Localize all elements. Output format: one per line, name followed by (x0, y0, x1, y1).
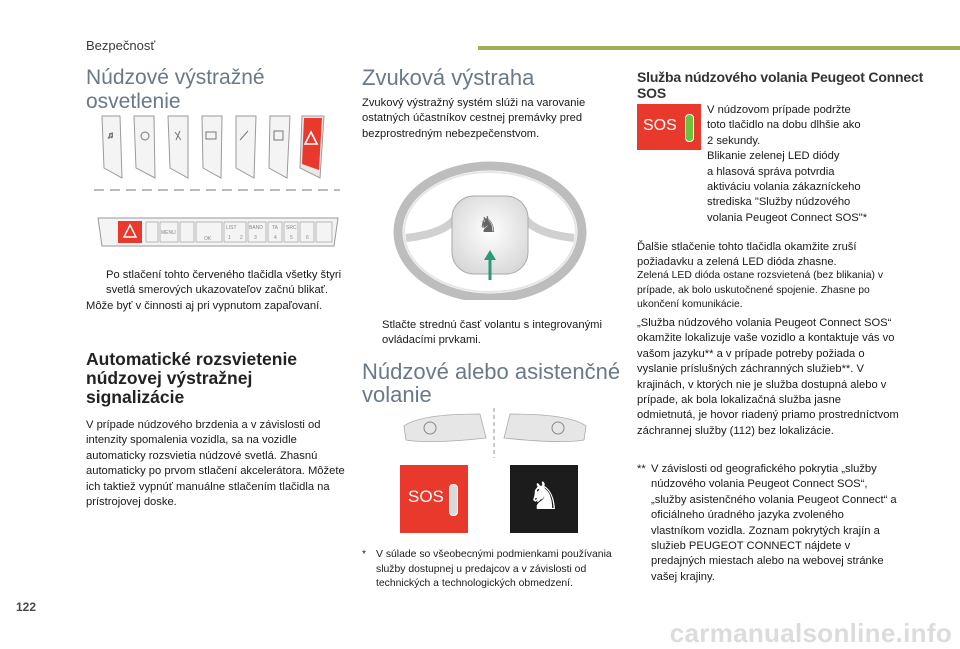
svg-text:♫: ♫ (107, 130, 114, 140)
sos-green-led (685, 114, 694, 142)
panel-label-5: 5 (290, 235, 293, 241)
footnote-marker: ** (637, 463, 646, 475)
connect-sos-description: „Služba núdzového volania Peugeot Connect SOS“ okamžite lokalizuje vaše vozidlo a kontaktuje vás vo vašom jazyku** a v prípade potreby požiada o vyslanie príslušných záchranných služieb**. V krajinách, v ktorých nie je služba dostupná alebo v prípade, ak bola lokalizačná služba jasne odmietnutá, je hovor riadený priamo prostredníctvom záchrannej služby (112) bez lokalizácie. (637, 317, 899, 437)
intro-line: aktiváciu volania zákazníckeho (707, 181, 861, 194)
sos-button-small[interactable] (637, 104, 701, 150)
hazard-note: Môže byť v činnosti aj pri vypnutom zapaľovaní. (86, 299, 323, 312)
panel-label-2: 2 (240, 235, 243, 241)
col2-footnote-text: V súlade so všeobecnými podmienkami používania služby dostupnej u predajcov a v závislosti od technických a technologických obmedzení. (376, 549, 612, 589)
panel-label-list: LIST (226, 225, 237, 231)
emergency-call-title: Núdzové alebo asistenčné volanie (362, 359, 621, 407)
hazard-bullet-text: Po stlačení tohto červeného tlačidla všetky štyri svetlá smerových ukazovateľov začnú blikať. (106, 269, 342, 297)
steering-wheel-figure (392, 160, 588, 300)
switch-row-figure (92, 108, 342, 198)
intro-line: volania Peugeot Connect SOS"* (707, 211, 868, 224)
header-rule (478, 46, 960, 50)
horn-title: Zvuková výstraha (362, 65, 535, 90)
panel-label-ta: TA (272, 225, 279, 231)
auto-hazard-paragraph: V prípade núdzového brzdenia a v závislosti od intenzity spomalenia vozidla, sa na vozidle automaticky rozsvietia núdzové svetlá. Zhasnú automaticky po prvom stlačení akcelerátora. Môžete ich taktiež vypnúť manuálne stlačením tlačidla na prístrojovej doske. (86, 419, 345, 509)
hazard-lights-title: Núdzové výstražné osvetlenie (86, 66, 265, 113)
svg-text:♞: ♞ (478, 212, 498, 237)
sos-button-small-label: SOS (643, 117, 677, 134)
intro-line: 2 sekundy. (707, 134, 761, 147)
panel-label-3: 3 (254, 235, 257, 241)
footnote-marker: * (362, 549, 367, 560)
sos-led-indicator (449, 484, 458, 516)
panel-label-1: 1 (228, 235, 231, 241)
ceiling-console-figure (400, 408, 590, 460)
connect-sos-intro (707, 103, 907, 226)
horn-bullet (362, 318, 622, 349)
section-label: Bezpečnosť (86, 38, 156, 53)
panel-label-4: 4 (274, 235, 277, 241)
intro-line: toto tlačidlo na dobu dlhšie ako (707, 119, 861, 132)
panel-label-menu: MENU (161, 230, 176, 236)
panel-label-src: SRC (286, 225, 297, 231)
connect-sos-led-note: Zelená LED dióda ostane rozsvietená (bez blikania) v prípade, ak bolo uskutočnené spojenie. Zhasne po ukončení komunikácie. (637, 270, 884, 310)
assistance-call-button[interactable] (510, 465, 578, 533)
sos-button[interactable] (400, 465, 468, 533)
page-number: 122 (16, 600, 37, 614)
hazard-bullet (86, 268, 350, 314)
connect-sos-title: Služba núdzového volania Peugeot Connect SOS (637, 69, 924, 101)
panel-label-ok: OK (204, 236, 212, 242)
peugeot-lion-icon: ♞ (527, 476, 562, 518)
intro-line: strediska "Služby núdzového (707, 196, 851, 209)
panel-label-6: 6 (306, 235, 309, 241)
col2-footnote (362, 548, 622, 592)
horn-bullet-text: Stlačte strednú časť volantu s integrovanými ovládacími prvkami. (382, 319, 602, 347)
intro-line: Blikanie zelenej LED diódy (707, 150, 840, 163)
auto-hazard-subtitle: Automatické rozsvietenie núdzovej výstražnej signalizácie (86, 349, 298, 407)
watermark: carmanualsonline.info (669, 618, 952, 648)
intro-line: a hlasová správa potvrdia (707, 165, 835, 178)
intro-line: V núdzovom prípade podržte (707, 104, 851, 116)
panel-label-band: BAND (249, 225, 263, 231)
col3-footnote-text: V závislosti od geografického pokrytia „služby núdzového volania Peugeot Connect SOS“, „služby asistenčného volania Peugeot Connect“ a oficiálneho úradného jazyka zvoleného vlastníkom vozidla. Zoznam pokrytých krajín a služieb PEUGEOT CONNECT nájdete v predajných miestach alebo na webovej stránke vašej krajiny. (651, 463, 897, 583)
sos-button-label: SOS (408, 487, 444, 506)
connect-sos-cancel: Ďalšie stlačenie tohto tlačidla okamžite zruší požiadavku a zelená LED dióda zhasne. (637, 241, 857, 269)
horn-paragraph: Zvukový výstražný systém slúži na varovanie ostatných účastníkov cestnej premávky pred bezprostredným nebezpečenstvom. (362, 97, 586, 140)
hazard-button-panel-figure (94, 212, 342, 252)
col3-footnote (637, 462, 899, 585)
